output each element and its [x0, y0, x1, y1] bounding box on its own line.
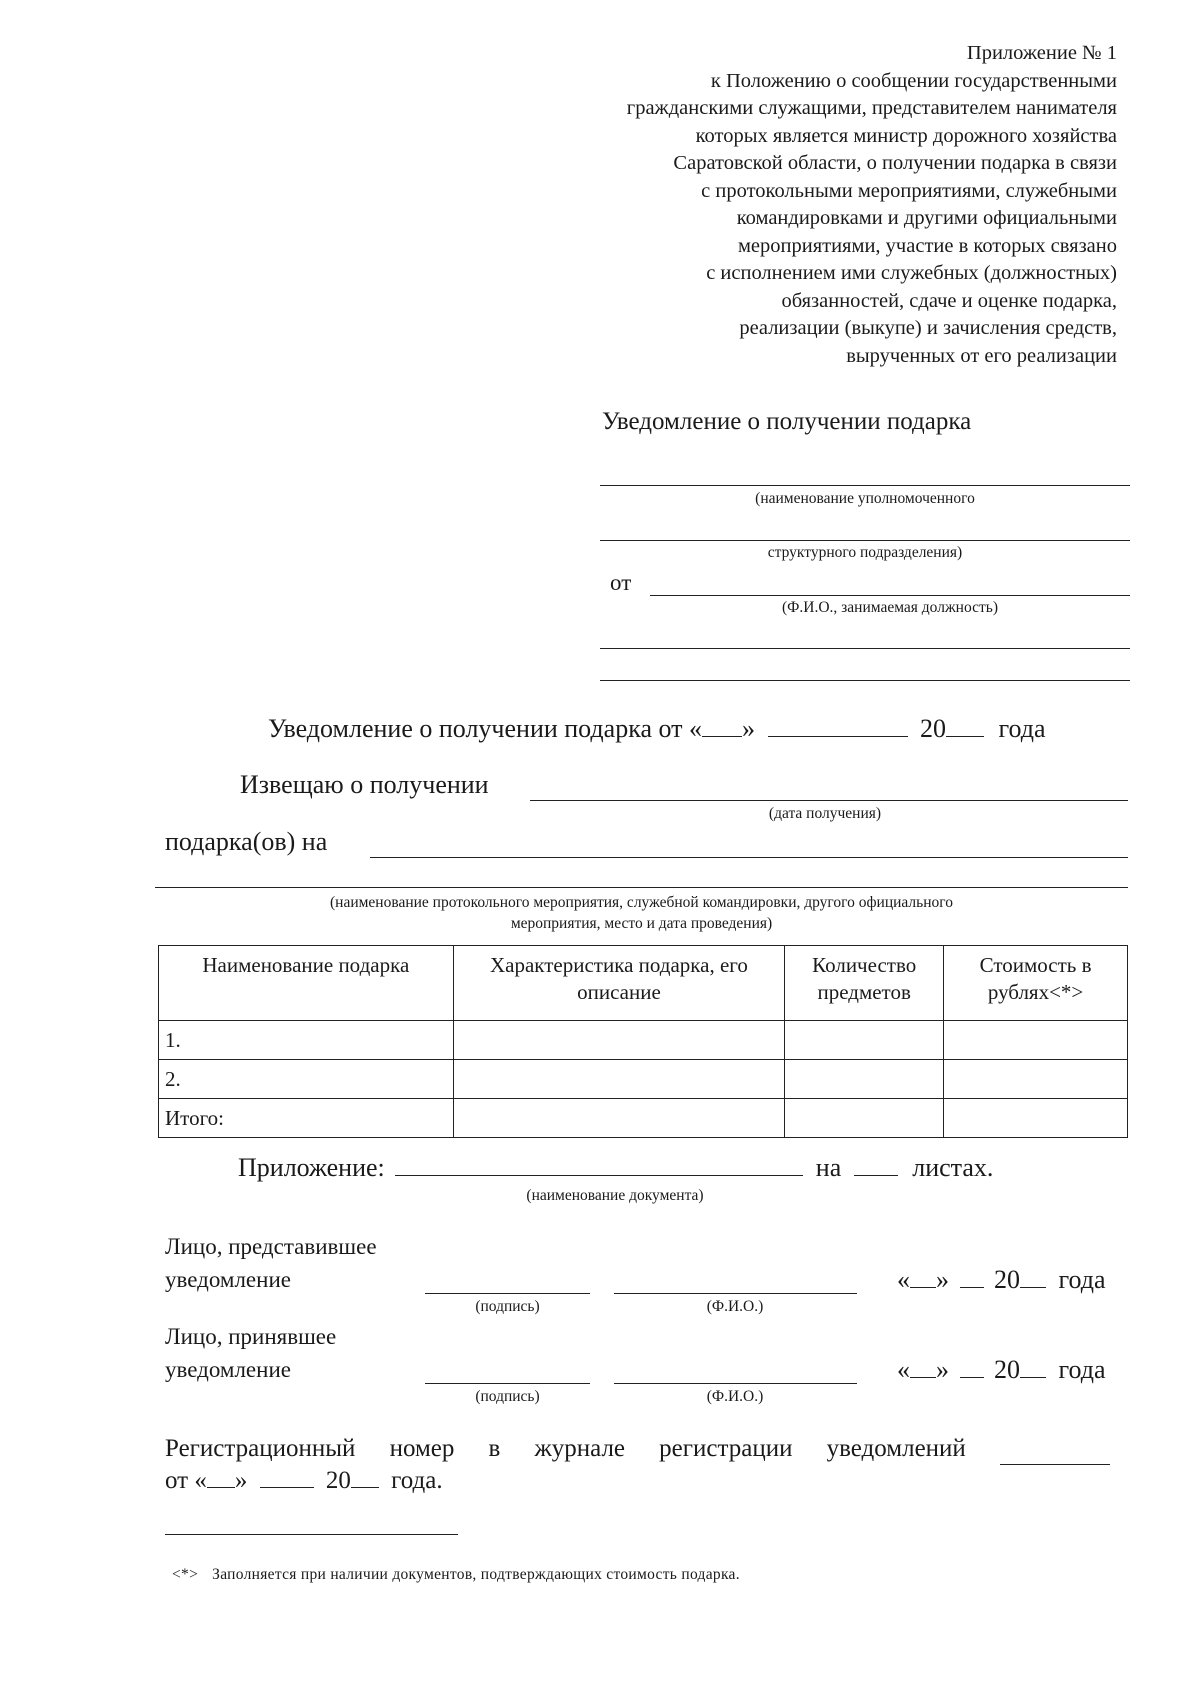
notice-year: 20	[920, 714, 947, 743]
column-header: Характеристика подарка, его описание	[453, 946, 785, 1021]
attachment-sheets-blank[interactable]	[854, 1153, 898, 1176]
header-line: реализации (выкупе) и зачисления средств,	[739, 317, 1117, 339]
registration-word: регистрации	[659, 1435, 793, 1462]
header-line: гражданскими служащими, представителем нанимателя	[626, 97, 1117, 119]
registration-line-1	[165, 1433, 1110, 1465]
receiver-date	[897, 1355, 1106, 1385]
table-cell[interactable]	[944, 1060, 1128, 1099]
date-day-blank[interactable]	[910, 1355, 936, 1378]
registration-year-blank[interactable]	[351, 1465, 379, 1488]
registration-year: 20	[325, 1467, 351, 1494]
receipt-date-caption: (дата получения)	[768, 805, 882, 822]
recipient-line-1[interactable]	[600, 485, 1130, 486]
table-cell[interactable]	[453, 1060, 785, 1099]
date-year: 20	[994, 1355, 1020, 1384]
table-row	[159, 1060, 1128, 1099]
date-month-blank[interactable]	[960, 1355, 984, 1378]
receiver-label-line: Лицо, принявшее	[165, 1324, 337, 1349]
date-quote-close: »	[936, 1265, 949, 1294]
date-year-suffix: года	[1058, 1265, 1106, 1294]
document-title: Уведомление о получении подарка	[602, 408, 972, 435]
header-line: к Положению о сообщении государственными	[710, 69, 1117, 92]
footnote-text: Заполняется при наличии документов, подтверждающих стоимость подарка.	[212, 1566, 740, 1583]
table-row-total	[159, 1099, 1128, 1138]
registration-year-suffix: года.	[391, 1467, 443, 1494]
notice-heading-suffix: года	[998, 714, 1046, 743]
notice-heading-prefix: Уведомление о получении подарка от «	[268, 714, 703, 743]
submitter-date	[897, 1265, 1106, 1295]
event-caption	[155, 892, 1128, 934]
submitter-label	[165, 1230, 377, 1296]
sender-caption: (Ф.И.О., занимаемая должность)	[781, 599, 998, 616]
notice-year-blank[interactable]	[946, 714, 984, 737]
receiver-signature-line[interactable]	[425, 1383, 590, 1384]
table-cell[interactable]	[453, 1099, 785, 1138]
date-month-blank[interactable]	[960, 1265, 984, 1288]
row-label: Итого:	[159, 1099, 454, 1138]
recipient-caption-1: (наименование уполномоченного	[755, 490, 975, 507]
header-line: которых является министр дорожного хозяйства	[695, 124, 1117, 147]
appendix-header	[477, 40, 1117, 370]
footnote-mark: <*>	[172, 1566, 199, 1583]
header-line: Саратовской области, о получении подарка в связи	[673, 152, 1117, 174]
submitter-signature-caption: (подпись)	[475, 1298, 540, 1315]
receiver-label-line: уведомление	[165, 1357, 291, 1382]
event-line-1[interactable]	[370, 857, 1128, 858]
notice-heading	[268, 714, 1046, 744]
submitter-signature-line[interactable]	[425, 1293, 590, 1294]
registration-word: номер	[389, 1435, 455, 1462]
notice-day-blank[interactable]	[702, 714, 742, 737]
table-cell[interactable]	[785, 1021, 944, 1060]
header-line: с исполнением ими служебных (должностных)	[706, 262, 1117, 284]
registration-line-2	[165, 1465, 1110, 1497]
recipient-line-2[interactable]	[600, 540, 1130, 541]
inform-label: Извещаю о получении	[240, 770, 489, 799]
registration-day-blank[interactable]	[207, 1465, 235, 1488]
table-header-row	[159, 946, 1128, 1021]
date-year-blank[interactable]	[1020, 1265, 1046, 1288]
receiver-name-line[interactable]	[614, 1383, 857, 1384]
header-line: с протокольными мероприятиями, служебными	[701, 179, 1117, 202]
registration-from-close: »	[234, 1467, 248, 1494]
receiver-name-caption: (Ф.И.О.)	[706, 1388, 764, 1405]
registration-word: журнале	[534, 1435, 626, 1462]
submitter-label-line: Лицо, представившее	[165, 1234, 377, 1259]
recipient-caption-2: структурного подразделения)	[767, 544, 963, 561]
submitter-name-caption: (Ф.И.О.)	[706, 1298, 764, 1315]
receiver-signature-caption: (подпись)	[475, 1388, 540, 1405]
event-caption-line: мероприятия, место и дата проведения)	[510, 915, 773, 932]
footnote-separator	[165, 1534, 458, 1535]
registration-month-blank[interactable]	[260, 1465, 314, 1488]
attachment-row	[238, 1153, 993, 1183]
registration-word: в	[488, 1435, 501, 1462]
header-line: вырученных от его реализации	[846, 344, 1117, 367]
date-quote-open: «	[897, 1265, 910, 1294]
table-cell[interactable]	[944, 1099, 1128, 1138]
row-label: 1.	[159, 1021, 454, 1060]
date-quote-close: »	[936, 1355, 949, 1384]
sender-extra-line-1[interactable]	[600, 648, 1130, 649]
submitter-label-line: уведомление	[165, 1267, 291, 1292]
date-year-suffix: года	[1058, 1355, 1106, 1384]
registration-block	[165, 1433, 1110, 1497]
header-line: командировками и другими официальными	[736, 207, 1117, 229]
event-line-2[interactable]	[155, 887, 1128, 888]
registration-word: уведомлений	[826, 1435, 966, 1462]
row-label: 2.	[159, 1060, 454, 1099]
receipt-date-line[interactable]	[530, 800, 1128, 801]
table-cell[interactable]	[453, 1021, 785, 1060]
date-quote-open: «	[897, 1355, 910, 1384]
header-line: обязанностей, сдаче и оценке подарка,	[781, 289, 1117, 312]
from-label: от	[610, 570, 632, 595]
header-line: мероприятиями, участие в которых связано	[737, 234, 1117, 257]
date-year: 20	[994, 1265, 1020, 1294]
table-row	[159, 1021, 1128, 1060]
gifts-on-label: подарка(ов) на	[165, 827, 328, 856]
registration-number-blank[interactable]	[1000, 1442, 1110, 1465]
attachment-name-blank[interactable]	[395, 1153, 803, 1176]
receiver-label	[165, 1320, 336, 1386]
registration-word: Регистрационный	[165, 1435, 356, 1462]
attachment-sheets: листах.	[912, 1153, 994, 1182]
table-cell[interactable]	[944, 1021, 1128, 1060]
date-day-blank[interactable]	[910, 1265, 936, 1288]
column-header: Количество предметов	[785, 946, 944, 1021]
attachment-caption: (наименование документа)	[526, 1187, 704, 1204]
gifts-table	[158, 945, 1128, 1138]
submitter-name-line[interactable]	[614, 1293, 857, 1294]
column-header: Стоимость в рублях<*>	[944, 946, 1128, 1021]
column-header: Наименование подарка	[159, 946, 454, 1021]
notice-month-blank[interactable]	[768, 714, 908, 737]
sender-name-line[interactable]	[650, 595, 1130, 596]
attachment-label: Приложение:	[238, 1153, 385, 1182]
notice-heading-quote: »	[742, 714, 756, 743]
date-year-blank[interactable]	[1020, 1355, 1046, 1378]
attachment-on: на	[815, 1153, 842, 1182]
header-line: Приложение № 1	[966, 42, 1117, 64]
registration-from-prefix: от «	[165, 1467, 207, 1494]
event-caption-line: (наименование протокольного мероприятия, служебной командировки, другого официального	[329, 894, 953, 911]
sender-extra-line-2[interactable]	[600, 680, 1130, 681]
table-cell[interactable]	[785, 1060, 944, 1099]
footnote	[172, 1566, 740, 1584]
table-cell[interactable]	[785, 1099, 944, 1138]
